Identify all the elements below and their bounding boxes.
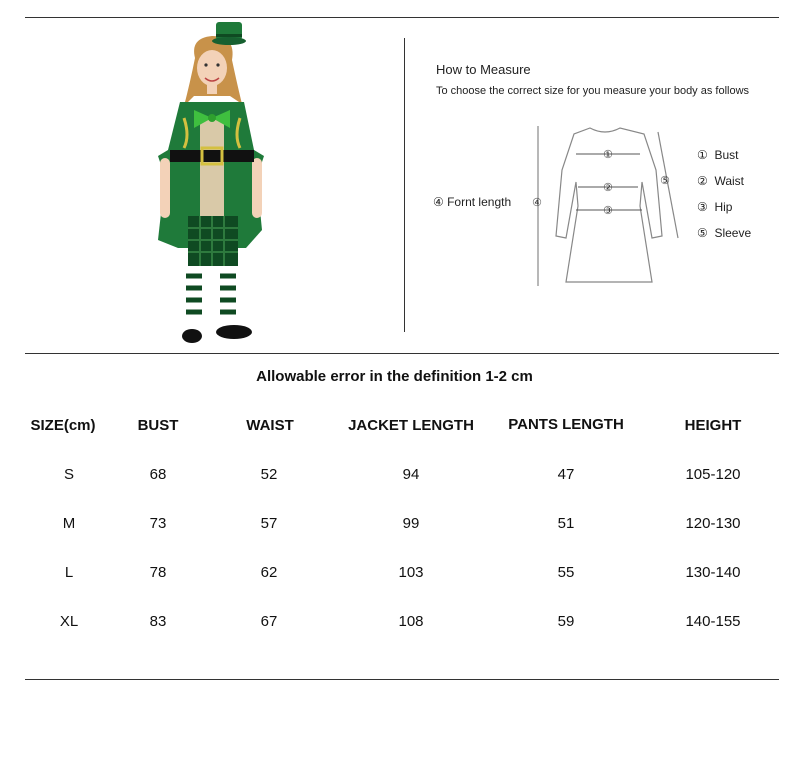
vertical-divider bbox=[404, 38, 405, 332]
legend-sleeve: ⑤ Sleeve bbox=[697, 226, 752, 240]
legend-bust: ① Bust bbox=[697, 148, 739, 162]
how-to-measure-title: How to Measure bbox=[436, 62, 531, 77]
mark-sleeve: ⑤ bbox=[660, 175, 670, 187]
allowable-error-note: Allowable error in the definition 1-2 cm bbox=[256, 368, 533, 385]
legend-hip: ③ Hip bbox=[697, 200, 733, 214]
mark-bust: ① bbox=[603, 149, 613, 161]
how-to-measure-subtitle: To choose the correct size for you measure your body as follows bbox=[436, 85, 750, 97]
header-bust: BUST bbox=[137, 417, 179, 434]
top-divider bbox=[25, 17, 779, 18]
mark-hip: ③ bbox=[603, 205, 613, 217]
legend-waist: ② Waist bbox=[697, 174, 744, 188]
middle-divider bbox=[25, 353, 779, 354]
header-waist: WAIST bbox=[246, 417, 294, 434]
header-jacket: JACKET LENGTH bbox=[348, 417, 474, 434]
mark-front-length: ④ bbox=[532, 197, 542, 209]
mark-waist: ② bbox=[603, 182, 613, 194]
front-length-label: ④ Fornt length bbox=[433, 195, 512, 209]
bottom-divider bbox=[25, 679, 779, 680]
header-size: SIZE(cm) bbox=[30, 417, 96, 434]
header-pants: PANTS LENGTH bbox=[508, 416, 624, 433]
header-height: HEIGHT bbox=[684, 417, 742, 434]
product-photo bbox=[150, 18, 275, 353]
